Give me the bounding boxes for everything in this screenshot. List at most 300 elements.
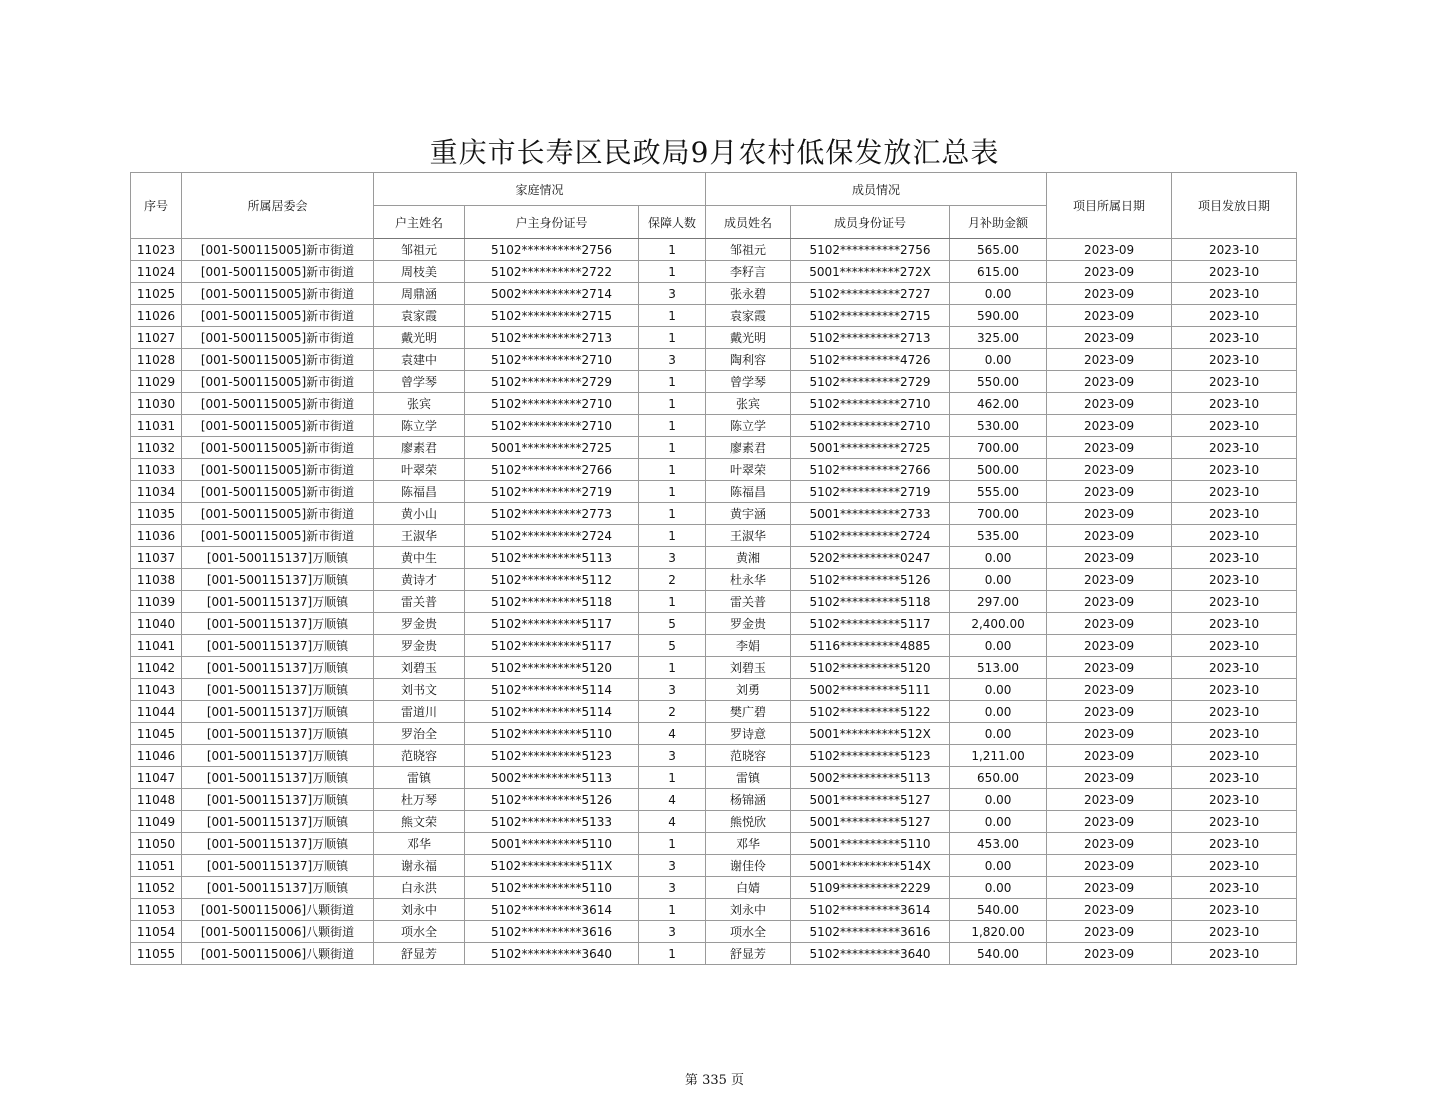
cell-member-name: 杜永华: [706, 569, 791, 591]
cell-project-month: 2023-09: [1047, 635, 1172, 657]
table-row: [131, 305, 1297, 327]
cell-head-name: 黄小山: [374, 503, 465, 525]
cell-member-id: 5102**********2756: [791, 239, 950, 261]
cell-monthly-amount: 615.00: [950, 261, 1047, 283]
cell-monthly-amount: 650.00: [950, 767, 1047, 789]
cell-head-id: 5102**********5110: [465, 723, 639, 745]
cell-member-id: 5102**********2729: [791, 371, 950, 393]
cell-member-id: 5102**********3616: [791, 921, 950, 943]
cell-committee: [001-500115005]新市街道: [182, 503, 374, 525]
cell-project-month: 2023-09: [1047, 811, 1172, 833]
cell-issue-month: 2023-10: [1172, 855, 1297, 877]
cell-member-id: 5102**********2766: [791, 459, 950, 481]
cell-head-name: 刘书文: [374, 679, 465, 701]
cell-seq: 11043: [131, 679, 182, 701]
cell-head-name: 廖素君: [374, 437, 465, 459]
cell-project-month: 2023-09: [1047, 327, 1172, 349]
cell-issue-month: 2023-10: [1172, 415, 1297, 437]
cell-project-month: 2023-09: [1047, 723, 1172, 745]
footer-suffix: 页: [731, 1073, 745, 1088]
cell-head-id: 5102**********2729: [465, 371, 639, 393]
table-row: [131, 503, 1297, 525]
cell-head-id: 5102**********5118: [465, 591, 639, 613]
cell-head-id: 5102**********2719: [465, 481, 639, 503]
cell-head-id: 5102**********5123: [465, 745, 639, 767]
page-title: 重庆市长寿区民政局9月农村低保发放汇总表: [429, 136, 1000, 169]
cell-head-name: 雷镇: [374, 767, 465, 789]
cell-committee: [001-500115137]万顺镇: [182, 833, 374, 855]
cell-monthly-amount: 0.00: [950, 349, 1047, 371]
cell-head-name: 周枝美: [374, 261, 465, 283]
cell-seq: 11050: [131, 833, 182, 855]
cell-covered-count: 3: [639, 855, 706, 877]
cell-issue-month: 2023-10: [1172, 261, 1297, 283]
page-footer: [0, 1069, 1429, 1088]
cell-seq: 11047: [131, 767, 182, 789]
cell-member-id: 5102**********2710: [791, 393, 950, 415]
cell-project-month: 2023-09: [1047, 261, 1172, 283]
cell-seq: 11031: [131, 415, 182, 437]
cell-project-month: 2023-09: [1047, 547, 1172, 569]
cell-committee: [001-500115137]万顺镇: [182, 877, 374, 899]
cell-head-name: 罗金贵: [374, 635, 465, 657]
cell-project-month: 2023-09: [1047, 679, 1172, 701]
header-issue-month: 项目发放日期: [1172, 173, 1297, 239]
cell-committee: [001-500115006]八颗街道: [182, 943, 374, 965]
table-row: [131, 371, 1297, 393]
cell-covered-count: 1: [639, 459, 706, 481]
cell-committee: [001-500115137]万顺镇: [182, 811, 374, 833]
cell-issue-month: 2023-10: [1172, 613, 1297, 635]
cell-seq: 11025: [131, 283, 182, 305]
cell-seq: 11048: [131, 789, 182, 811]
table-row: [131, 547, 1297, 569]
cell-member-name: 王淑华: [706, 525, 791, 547]
cell-monthly-amount: 530.00: [950, 415, 1047, 437]
cell-member-name: 雷关普: [706, 591, 791, 613]
cell-project-month: 2023-09: [1047, 437, 1172, 459]
cell-issue-month: 2023-10: [1172, 349, 1297, 371]
cell-seq: 11027: [131, 327, 182, 349]
cell-head-name: 曾学琴: [374, 371, 465, 393]
cell-member-id: 5102**********5122: [791, 701, 950, 723]
cell-head-name: 戴光明: [374, 327, 465, 349]
cell-covered-count: 3: [639, 679, 706, 701]
cell-member-name: 雷镇: [706, 767, 791, 789]
cell-head-id: 5002**********2714: [465, 283, 639, 305]
cell-head-name: 刘碧玉: [374, 657, 465, 679]
cell-monthly-amount: 700.00: [950, 437, 1047, 459]
cell-monthly-amount: 0.00: [950, 547, 1047, 569]
cell-seq: 11054: [131, 921, 182, 943]
cell-monthly-amount: 0.00: [950, 635, 1047, 657]
cell-head-name: 黄中生: [374, 547, 465, 569]
table-row: [131, 437, 1297, 459]
table-row: [131, 283, 1297, 305]
cell-covered-count: 1: [639, 327, 706, 349]
cell-monthly-amount: 0.00: [950, 723, 1047, 745]
cell-seq: 11033: [131, 459, 182, 481]
cell-member-name: 刘永中: [706, 899, 791, 921]
cell-issue-month: 2023-10: [1172, 393, 1297, 415]
cell-covered-count: 1: [639, 437, 706, 459]
cell-head-id: 5001**********5110: [465, 833, 639, 855]
cell-monthly-amount: 590.00: [950, 305, 1047, 327]
cell-covered-count: 3: [639, 349, 706, 371]
cell-covered-count: 1: [639, 415, 706, 437]
header-member-name: 成员姓名: [706, 206, 791, 239]
cell-head-id: 5102**********2713: [465, 327, 639, 349]
header-monthly-amount: 月补助金额: [950, 206, 1047, 239]
cell-member-name: 刘碧玉: [706, 657, 791, 679]
cell-head-id: 5102**********5133: [465, 811, 639, 833]
cell-committee: [001-500115006]八颗街道: [182, 921, 374, 943]
cell-seq: 11035: [131, 503, 182, 525]
cell-member-name: 刘勇: [706, 679, 791, 701]
cell-member-name: 罗金贵: [706, 613, 791, 635]
cell-committee: [001-500115005]新市街道: [182, 437, 374, 459]
cell-member-name: 叶翠荣: [706, 459, 791, 481]
header-member-id: 成员身份证号: [791, 206, 950, 239]
cell-committee: [001-500115137]万顺镇: [182, 547, 374, 569]
cell-project-month: 2023-09: [1047, 855, 1172, 877]
cell-member-id: 5001**********514X: [791, 855, 950, 877]
table-row: [131, 327, 1297, 349]
cell-head-id: 5102**********5113: [465, 547, 639, 569]
cell-seq: 11041: [131, 635, 182, 657]
cell-project-month: 2023-09: [1047, 393, 1172, 415]
cell-committee: [001-500115005]新市街道: [182, 459, 374, 481]
cell-covered-count: 5: [639, 613, 706, 635]
cell-head-id: 5102**********2710: [465, 393, 639, 415]
cell-member-id: 5001**********5127: [791, 811, 950, 833]
cell-head-name: 熊文荣: [374, 811, 465, 833]
cell-issue-month: 2023-10: [1172, 437, 1297, 459]
cell-covered-count: 5: [639, 635, 706, 657]
cell-issue-month: 2023-10: [1172, 371, 1297, 393]
cell-member-name: 项水全: [706, 921, 791, 943]
cell-head-name: 谢永福: [374, 855, 465, 877]
cell-project-month: 2023-09: [1047, 767, 1172, 789]
cell-member-name: 黄湘: [706, 547, 791, 569]
cell-head-id: 5102**********3614: [465, 899, 639, 921]
table-row: [131, 591, 1297, 613]
cell-head-name: 杜万琴: [374, 789, 465, 811]
table-row: [131, 745, 1297, 767]
cell-project-month: 2023-09: [1047, 525, 1172, 547]
cell-monthly-amount: 0.00: [950, 855, 1047, 877]
cell-member-id: 5109**********2229: [791, 877, 950, 899]
cell-issue-month: 2023-10: [1172, 481, 1297, 503]
cell-issue-month: 2023-10: [1172, 503, 1297, 525]
cell-head-id: 5001**********2725: [465, 437, 639, 459]
cell-head-name: 袁家霞: [374, 305, 465, 327]
table-body: [131, 239, 1297, 965]
cell-issue-month: 2023-10: [1172, 811, 1297, 833]
table-row: [131, 569, 1297, 591]
cell-seq: 11049: [131, 811, 182, 833]
cell-member-name: 张宾: [706, 393, 791, 415]
cell-committee: [001-500115137]万顺镇: [182, 789, 374, 811]
cell-seq: 11045: [131, 723, 182, 745]
table-row: [131, 349, 1297, 371]
table-row: [131, 899, 1297, 921]
cell-committee: [001-500115137]万顺镇: [182, 855, 374, 877]
cell-covered-count: 1: [639, 833, 706, 855]
cell-head-id: 5102**********5117: [465, 635, 639, 657]
cell-member-id: 5102**********5118: [791, 591, 950, 613]
cell-member-id: 5001**********2725: [791, 437, 950, 459]
table-row: [131, 811, 1297, 833]
header-committee: 所属居委会: [182, 173, 374, 239]
cell-head-id: 5102**********5120: [465, 657, 639, 679]
cell-covered-count: 1: [639, 481, 706, 503]
table-row: [131, 679, 1297, 701]
cell-member-name: 邓华: [706, 833, 791, 855]
cell-member-id: 5116**********4885: [791, 635, 950, 657]
cell-issue-month: 2023-10: [1172, 767, 1297, 789]
table-row: [131, 613, 1297, 635]
cell-monthly-amount: 513.00: [950, 657, 1047, 679]
table-row: [131, 877, 1297, 899]
cell-member-name: 陶利容: [706, 349, 791, 371]
cell-committee: [001-500115005]新市街道: [182, 283, 374, 305]
cell-project-month: 2023-09: [1047, 569, 1172, 591]
table-row: [131, 723, 1297, 745]
cell-monthly-amount: 0.00: [950, 811, 1047, 833]
cell-covered-count: 1: [639, 371, 706, 393]
cell-covered-count: 2: [639, 569, 706, 591]
table-row: [131, 943, 1297, 965]
cell-project-month: 2023-09: [1047, 591, 1172, 613]
cell-project-month: 2023-09: [1047, 701, 1172, 723]
cell-covered-count: 1: [639, 591, 706, 613]
cell-monthly-amount: 540.00: [950, 899, 1047, 921]
cell-head-id: 5102**********5112: [465, 569, 639, 591]
cell-seq: 11046: [131, 745, 182, 767]
cell-seq: 11030: [131, 393, 182, 415]
cell-covered-count: 1: [639, 943, 706, 965]
cell-head-id: 5102**********511X: [465, 855, 639, 877]
cell-issue-month: 2023-10: [1172, 921, 1297, 943]
cell-head-id: 5102**********3616: [465, 921, 639, 943]
table-row: [131, 459, 1297, 481]
cell-member-name: 戴光明: [706, 327, 791, 349]
cell-project-month: 2023-09: [1047, 283, 1172, 305]
cell-issue-month: 2023-10: [1172, 635, 1297, 657]
table-row: [131, 393, 1297, 415]
cell-head-id: 5102**********2715: [465, 305, 639, 327]
cell-project-month: 2023-09: [1047, 459, 1172, 481]
cell-head-id: 5102**********2773: [465, 503, 639, 525]
cell-committee: [001-500115006]八颗街道: [182, 899, 374, 921]
cell-monthly-amount: 565.00: [950, 239, 1047, 261]
cell-member-id: 5102**********2724: [791, 525, 950, 547]
cell-head-name: 叶翠荣: [374, 459, 465, 481]
table-row: [131, 657, 1297, 679]
cell-committee: [001-500115005]新市街道: [182, 327, 374, 349]
cell-member-id: 5102**********3640: [791, 943, 950, 965]
cell-project-month: 2023-09: [1047, 305, 1172, 327]
cell-committee: [001-500115005]新市街道: [182, 525, 374, 547]
cell-project-month: 2023-09: [1047, 239, 1172, 261]
cell-member-id: 5202**********0247: [791, 547, 950, 569]
cell-seq: 11037: [131, 547, 182, 569]
cell-covered-count: 1: [639, 503, 706, 525]
cell-member-name: 谢佳伶: [706, 855, 791, 877]
table-row: [131, 481, 1297, 503]
cell-member-id: 5102**********5120: [791, 657, 950, 679]
cell-committee: [001-500115137]万顺镇: [182, 679, 374, 701]
cell-monthly-amount: 1,820.00: [950, 921, 1047, 943]
cell-issue-month: 2023-10: [1172, 569, 1297, 591]
cell-committee: [001-500115137]万顺镇: [182, 591, 374, 613]
cell-committee: [001-500115005]新市街道: [182, 349, 374, 371]
cell-committee: [001-500115005]新市街道: [182, 239, 374, 261]
cell-issue-month: 2023-10: [1172, 327, 1297, 349]
cell-seq: 11052: [131, 877, 182, 899]
cell-monthly-amount: 462.00: [950, 393, 1047, 415]
cell-monthly-amount: 0.00: [950, 877, 1047, 899]
cell-head-name: 项水全: [374, 921, 465, 943]
cell-member-name: 曾学琴: [706, 371, 791, 393]
cell-covered-count: 3: [639, 283, 706, 305]
cell-seq: 11038: [131, 569, 182, 591]
cell-member-id: 5102**********2710: [791, 415, 950, 437]
cell-issue-month: 2023-10: [1172, 789, 1297, 811]
cell-head-name: 白永洪: [374, 877, 465, 899]
cell-project-month: 2023-09: [1047, 877, 1172, 899]
cell-monthly-amount: 540.00: [950, 943, 1047, 965]
cell-issue-month: 2023-10: [1172, 899, 1297, 921]
cell-member-id: 5001**********5110: [791, 833, 950, 855]
cell-member-id: 5001**********512X: [791, 723, 950, 745]
header-covered-count: 保障人数: [639, 206, 706, 239]
cell-covered-count: 1: [639, 239, 706, 261]
cell-monthly-amount: 0.00: [950, 569, 1047, 591]
cell-member-name: 陈立学: [706, 415, 791, 437]
cell-head-name: 周鼎涵: [374, 283, 465, 305]
cell-issue-month: 2023-10: [1172, 701, 1297, 723]
cell-issue-month: 2023-10: [1172, 305, 1297, 327]
table-row: [131, 261, 1297, 283]
cell-committee: [001-500115005]新市街道: [182, 415, 374, 437]
cell-member-id: 5102**********4726: [791, 349, 950, 371]
cell-member-id: 5102**********2713: [791, 327, 950, 349]
cell-member-name: 邹祖元: [706, 239, 791, 261]
cell-seq: 11055: [131, 943, 182, 965]
cell-seq: 11042: [131, 657, 182, 679]
cell-monthly-amount: 0.00: [950, 283, 1047, 305]
cell-covered-count: 1: [639, 767, 706, 789]
cell-committee: [001-500115137]万顺镇: [182, 635, 374, 657]
relief-summary-table: [130, 172, 1297, 965]
table-row: [131, 767, 1297, 789]
cell-issue-month: 2023-10: [1172, 723, 1297, 745]
cell-head-name: 范晓容: [374, 745, 465, 767]
cell-issue-month: 2023-10: [1172, 547, 1297, 569]
cell-monthly-amount: 1,211.00: [950, 745, 1047, 767]
header-member-group: 成员情况: [706, 173, 1047, 206]
cell-project-month: 2023-09: [1047, 943, 1172, 965]
cell-seq: 11034: [131, 481, 182, 503]
table-row: [131, 415, 1297, 437]
cell-covered-count: 3: [639, 877, 706, 899]
cell-member-name: 黄宇涵: [706, 503, 791, 525]
cell-committee: [001-500115137]万顺镇: [182, 657, 374, 679]
cell-committee: [001-500115137]万顺镇: [182, 767, 374, 789]
cell-monthly-amount: 2,400.00: [950, 613, 1047, 635]
cell-seq: 11036: [131, 525, 182, 547]
cell-member-id: 5102**********3614: [791, 899, 950, 921]
cell-monthly-amount: 453.00: [950, 833, 1047, 855]
cell-issue-month: 2023-10: [1172, 877, 1297, 899]
cell-committee: [001-500115137]万顺镇: [182, 569, 374, 591]
cell-member-id: 5001**********2733: [791, 503, 950, 525]
cell-seq: 11026: [131, 305, 182, 327]
cell-monthly-amount: 550.00: [950, 371, 1047, 393]
cell-covered-count: 4: [639, 789, 706, 811]
cell-member-name: 杨锦涵: [706, 789, 791, 811]
cell-covered-count: 1: [639, 657, 706, 679]
cell-seq: 11029: [131, 371, 182, 393]
cell-head-name: 黄诗才: [374, 569, 465, 591]
cell-member-name: 范晓容: [706, 745, 791, 767]
cell-committee: [001-500115137]万顺镇: [182, 745, 374, 767]
table-row: [131, 833, 1297, 855]
cell-head-name: 袁建中: [374, 349, 465, 371]
cell-head-id: 5102**********5114: [465, 679, 639, 701]
cell-committee: [001-500115137]万顺镇: [182, 723, 374, 745]
cell-member-id: 5002**********5111: [791, 679, 950, 701]
cell-member-id: 5102**********2719: [791, 481, 950, 503]
cell-monthly-amount: 297.00: [950, 591, 1047, 613]
cell-head-name: 雷道川: [374, 701, 465, 723]
cell-committee: [001-500115005]新市街道: [182, 305, 374, 327]
cell-covered-count: 1: [639, 525, 706, 547]
cell-member-id: 5102**********2715: [791, 305, 950, 327]
cell-project-month: 2023-09: [1047, 921, 1172, 943]
cell-issue-month: 2023-10: [1172, 833, 1297, 855]
cell-head-name: 陈福昌: [374, 481, 465, 503]
cell-head-name: 王淑华: [374, 525, 465, 547]
cell-covered-count: 3: [639, 921, 706, 943]
cell-seq: 11028: [131, 349, 182, 371]
cell-committee: [001-500115137]万顺镇: [182, 613, 374, 635]
cell-member-name: 熊悦欣: [706, 811, 791, 833]
cell-seq: 11044: [131, 701, 182, 723]
cell-head-name: 雷关普: [374, 591, 465, 613]
cell-seq: 11053: [131, 899, 182, 921]
cell-member-id: 5102**********5126: [791, 569, 950, 591]
cell-member-name: 袁家霞: [706, 305, 791, 327]
cell-head-id: 5102**********5110: [465, 877, 639, 899]
cell-head-name: 刘永中: [374, 899, 465, 921]
cell-member-name: 廖素君: [706, 437, 791, 459]
table-row: [131, 921, 1297, 943]
cell-issue-month: 2023-10: [1172, 657, 1297, 679]
table-row: [131, 635, 1297, 657]
cell-covered-count: 4: [639, 811, 706, 833]
cell-covered-count: 3: [639, 547, 706, 569]
table-row: [131, 239, 1297, 261]
cell-member-id: 5102**********5123: [791, 745, 950, 767]
cell-committee: [001-500115005]新市街道: [182, 393, 374, 415]
cell-monthly-amount: 325.00: [950, 327, 1047, 349]
table-row: [131, 525, 1297, 547]
cell-head-id: 5102**********2722: [465, 261, 639, 283]
cell-member-name: 张永碧: [706, 283, 791, 305]
